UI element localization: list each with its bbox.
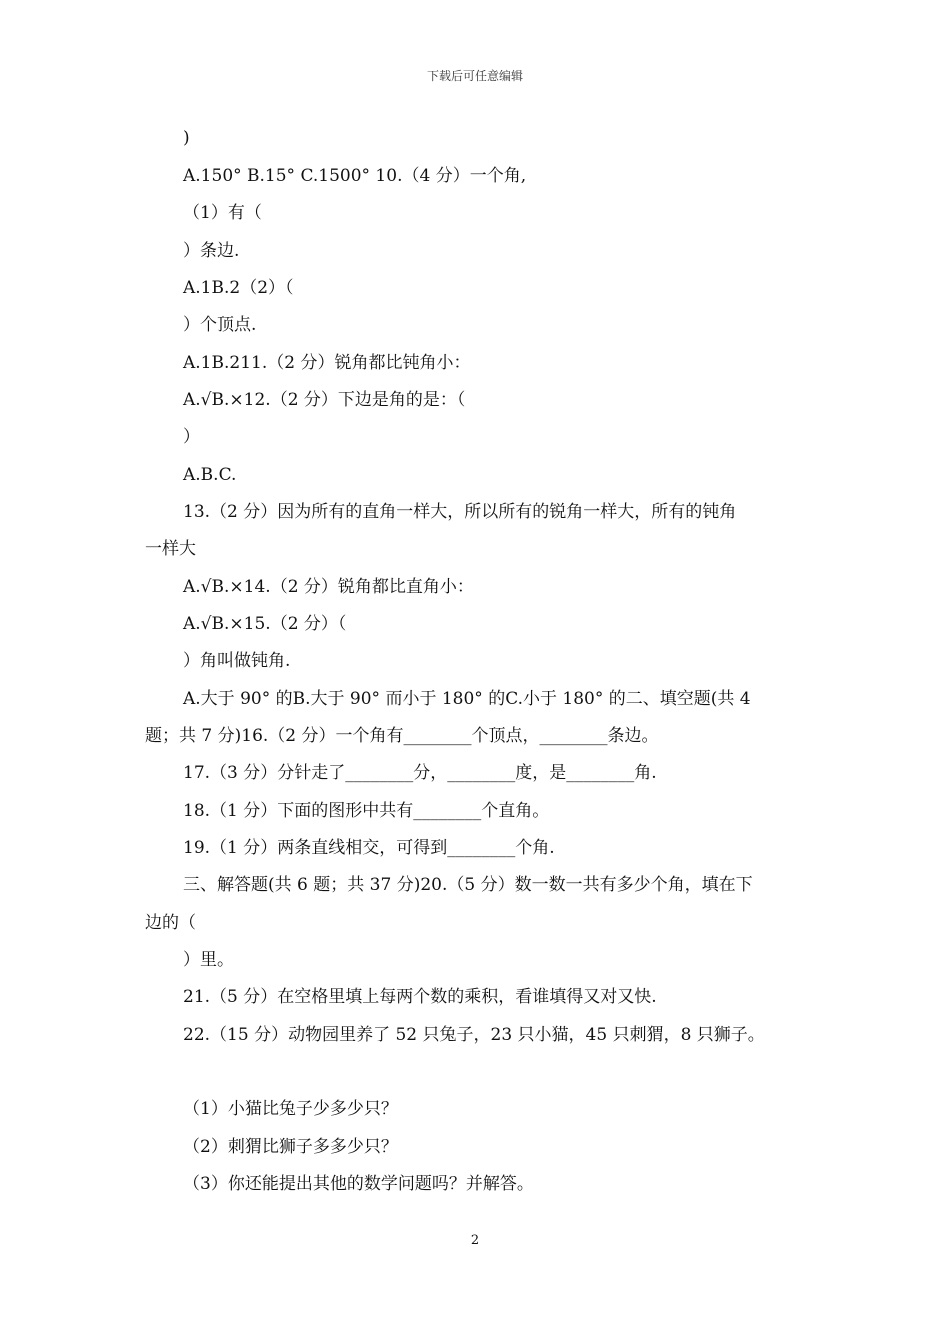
text-line: A.1B.2（2）（ xyxy=(183,278,294,298)
text-line: A.√B.×15.（2 分）（ xyxy=(183,614,347,634)
text-line: A.√B.×12.（2 分）下边是角的是：（ xyxy=(183,390,466,410)
text-line: A.150° B.15° C.1500° 10.（4 分）一个角, xyxy=(183,166,527,186)
text-line: 三、解答题(共 6 题；共 37 分)20.（5 分）数一数一共有多少个角，填在下 xyxy=(183,875,753,895)
text-line: A.大于 90° 的B.大于 90° 而小于 180° 的C.小于 180° 的二、填空题(共 4 xyxy=(183,689,751,709)
text-line: ）角叫做钝角. xyxy=(183,651,291,671)
text-line: 17.（3 分）分针走了________分，________度，是________角. xyxy=(183,763,657,783)
text-line: ）里。 xyxy=(183,950,234,970)
text-line: （1）有（ xyxy=(183,203,262,223)
text-line: ）个顶点. xyxy=(183,315,257,335)
text-line: A.√B.×14.（2 分）锐角都比直角小： xyxy=(183,577,474,597)
text-line: 边的（ xyxy=(145,913,196,933)
page-header: 下载后可任意编辑 xyxy=(426,69,523,83)
text-line: ） xyxy=(183,427,200,447)
text-line: 13.（2 分）因为所有的直角一样大，所以所有的锐角一样大，所有的钝角 xyxy=(183,502,737,522)
text-line: 21.（5 分）在空格里填上每两个数的乘积，看谁填得又对又快. xyxy=(183,987,657,1007)
text-line: 18.（1 分）下面的图形中共有________个直角。 xyxy=(183,801,550,821)
text-line: A.B.C. xyxy=(183,465,237,485)
text-line: 22.（15 分）动物园里养了 52 只兔子，23 只小猫，45 只刺猬，8 只狮子。 xyxy=(183,1025,765,1045)
text-line: 19.（1 分）两条直线相交，可得到________个角. xyxy=(183,838,555,858)
text-line: （2）刺猬比狮子多多少只？ xyxy=(183,1137,398,1157)
text-line: 题；共 7 分)16.（2 分）一个角有________个顶点，________条边。 xyxy=(145,726,659,746)
text-line: （1）小猫比兔子少多少只？ xyxy=(183,1099,398,1119)
text-line: （3）你还能提出其他的数学问题吗？并解答。 xyxy=(183,1174,534,1194)
text-line: A.1B.211.（2 分）锐角都比钝角小： xyxy=(183,353,471,373)
text-line: ）条边. xyxy=(183,241,240,261)
text-line: ) xyxy=(183,128,190,148)
text-line: 一样大 xyxy=(145,539,196,559)
page-number: 2 xyxy=(470,1233,480,1248)
